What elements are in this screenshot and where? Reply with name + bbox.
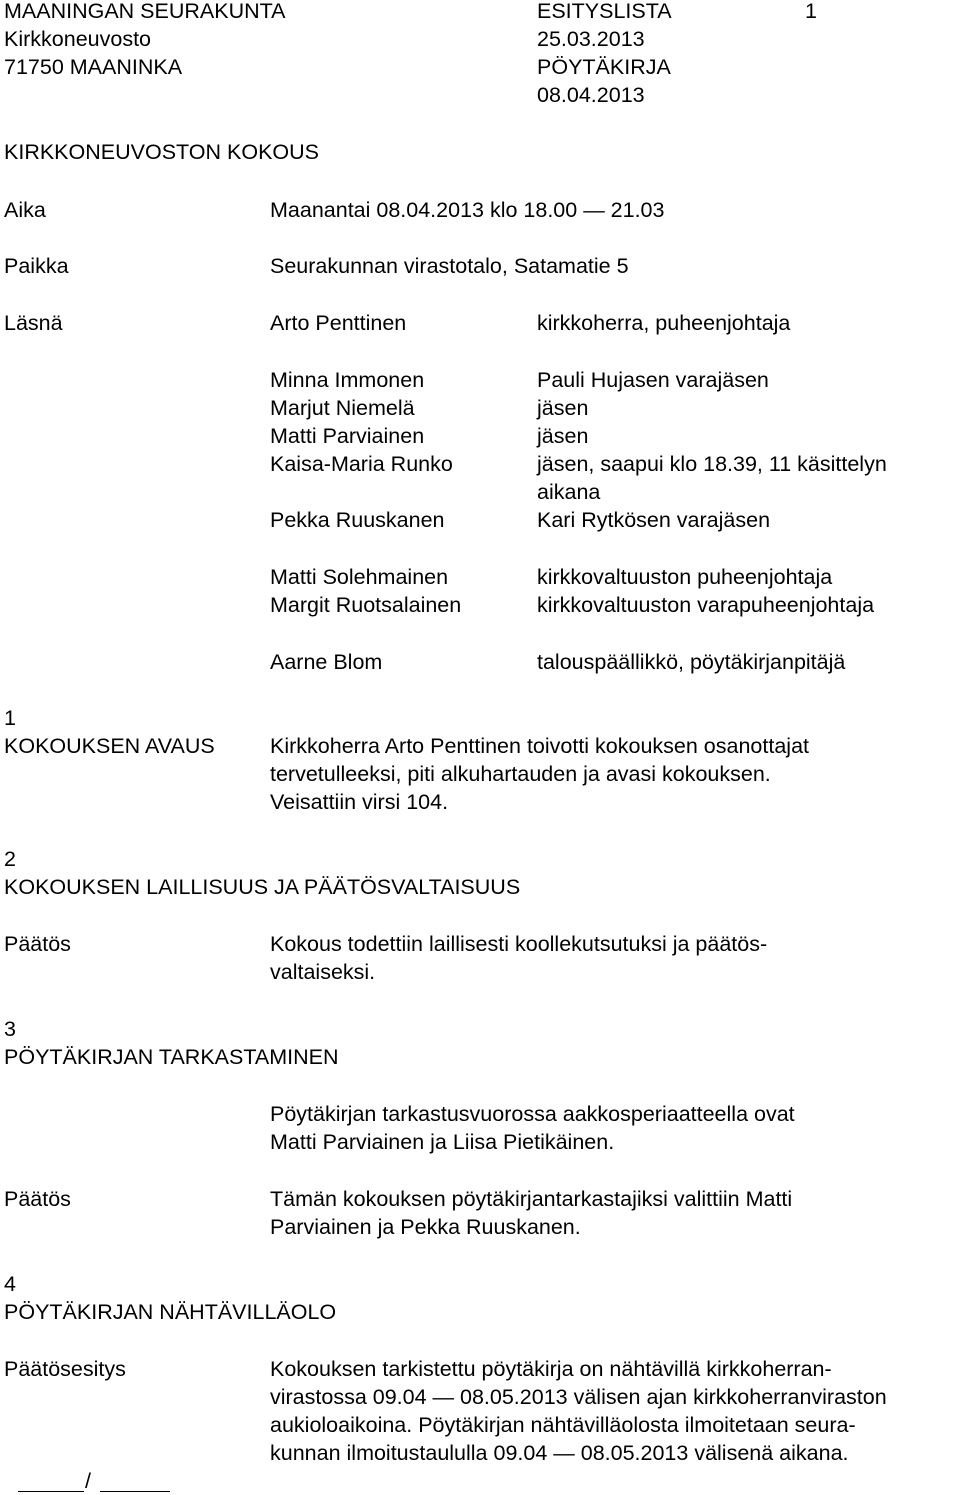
item-number: 4	[4, 1272, 16, 1296]
present-label: Läsnä	[4, 311, 63, 335]
member-name: Pekka Ruuskanen	[270, 508, 445, 532]
item-number: 2	[4, 847, 16, 871]
member-role: talouspäällikkö, pöytäkirjanpitäjä	[537, 650, 846, 674]
member-name: Kaisa-Maria Runko	[270, 452, 453, 476]
agenda-date: 25.03.2013	[537, 27, 645, 51]
item-text-line: Veisattiin virsi 104.	[270, 790, 449, 814]
member-name: Margit Ruotsalainen	[270, 593, 462, 617]
agenda-label: ESITYSLISTA	[537, 0, 672, 23]
member-role: jäsen	[537, 424, 589, 448]
minutes-date: 08.04.2013	[537, 83, 645, 107]
item-text-line: Matti Parviainen ja Liisa Pietikäinen.	[270, 1130, 615, 1154]
member-name: Matti Solehmainen	[270, 565, 449, 589]
member-name: Minna Immonen	[270, 368, 425, 392]
item-text-line: kunnan ilmoitustaululla 09.04 — 08.05.2013 välisenä aikana.	[270, 1441, 849, 1465]
item-text-line: virastossa 09.04 — 08.05.2013 välisen ajan kirkkoherranviraston	[270, 1385, 887, 1409]
item-text-line: Pöytäkirjan tarkastusvuorossa aakkosperiaatteella ovat	[270, 1102, 795, 1126]
time-label: Aika	[4, 198, 46, 222]
item-text-line: valtaiseksi.	[270, 960, 376, 984]
initials-line-right	[100, 1491, 170, 1492]
item-title: KOKOUKSEN AVAUS	[4, 734, 215, 758]
decision-label: Päätös	[4, 932, 71, 956]
member-role: Pauli Hujasen varajäsen	[537, 368, 769, 392]
proposal-label: Päätösesitys	[4, 1357, 126, 1381]
item-text-line: Tämän kokouksen pöytäkirjantarkastajiksi valittiin Matti	[270, 1187, 793, 1211]
decision-label: Päätös	[4, 1187, 71, 1211]
minutes-label: PÖYTÄKIRJA	[537, 55, 671, 79]
initials-line-left	[18, 1491, 84, 1492]
item-text-line: Kokous todettiin laillisesti koollekutsutuksi ja päätös-	[270, 932, 768, 956]
member-name: Aarne Blom	[270, 650, 383, 674]
time-value: Maanantai 08.04.2013 klo 18.00 — 21.03	[270, 198, 665, 222]
member-role: jäsen, saapui klo 18.39, 11 käsittelyn	[537, 452, 887, 476]
member-role-continued: aikana	[537, 480, 601, 504]
organization-name: MAANINGAN SEURAKUNTA	[4, 0, 286, 23]
member-role: jäsen	[537, 396, 589, 420]
initials-separator: /	[85, 1469, 91, 1493]
member-role: kirkkovaltuuston puheenjohtaja	[537, 565, 833, 589]
member-name: Matti Parviainen	[270, 424, 425, 448]
item-title: KOKOUKSEN LAILLISUUS JA PÄÄTÖSVALTAISUUS	[4, 875, 521, 899]
item-text-line: aukioloaikoina. Pöytäkirjan nähtävilläolosta ilmoitetaan seura-	[270, 1413, 856, 1437]
item-number: 3	[4, 1017, 16, 1041]
item-text-line: tervetulleeksi, piti alkuhartauden ja avasi kokouksen.	[270, 762, 771, 786]
item-number: 1	[4, 706, 16, 730]
organization-unit: Kirkkoneuvosto	[4, 27, 151, 51]
member-name: Marjut Niemelä	[270, 396, 415, 420]
page-number: 1	[805, 0, 817, 23]
item-text-line: Parviainen ja Pekka Ruuskanen.	[270, 1215, 581, 1239]
item-title: PÖYTÄKIRJAN NÄHTÄVILLÄOLO	[4, 1300, 337, 1324]
item-title: PÖYTÄKIRJAN TARKASTAMINEN	[4, 1045, 339, 1069]
organization-address: 71750 MAANINKA	[4, 55, 183, 79]
member-role: kirkkovaltuuston varapuheenjohtaja	[537, 593, 875, 617]
chair-role: kirkkoherra, puheenjohtaja	[537, 311, 791, 335]
member-role: Kari Rytkösen varajäsen	[537, 508, 771, 532]
item-text-line: Kokouksen tarkistettu pöytäkirja on nähtävillä kirkkoherran-	[270, 1357, 832, 1381]
place-value: Seurakunnan virastotalo, Satamatie 5	[270, 254, 629, 278]
item-text-line: Kirkkoherra Arto Penttinen toivotti kokouksen osanottajat	[270, 734, 810, 758]
place-label: Paikka	[4, 254, 69, 278]
chair-name: Arto Penttinen	[270, 311, 407, 335]
meeting-title: KIRKKONEUVOSTON KOKOUS	[4, 140, 320, 164]
